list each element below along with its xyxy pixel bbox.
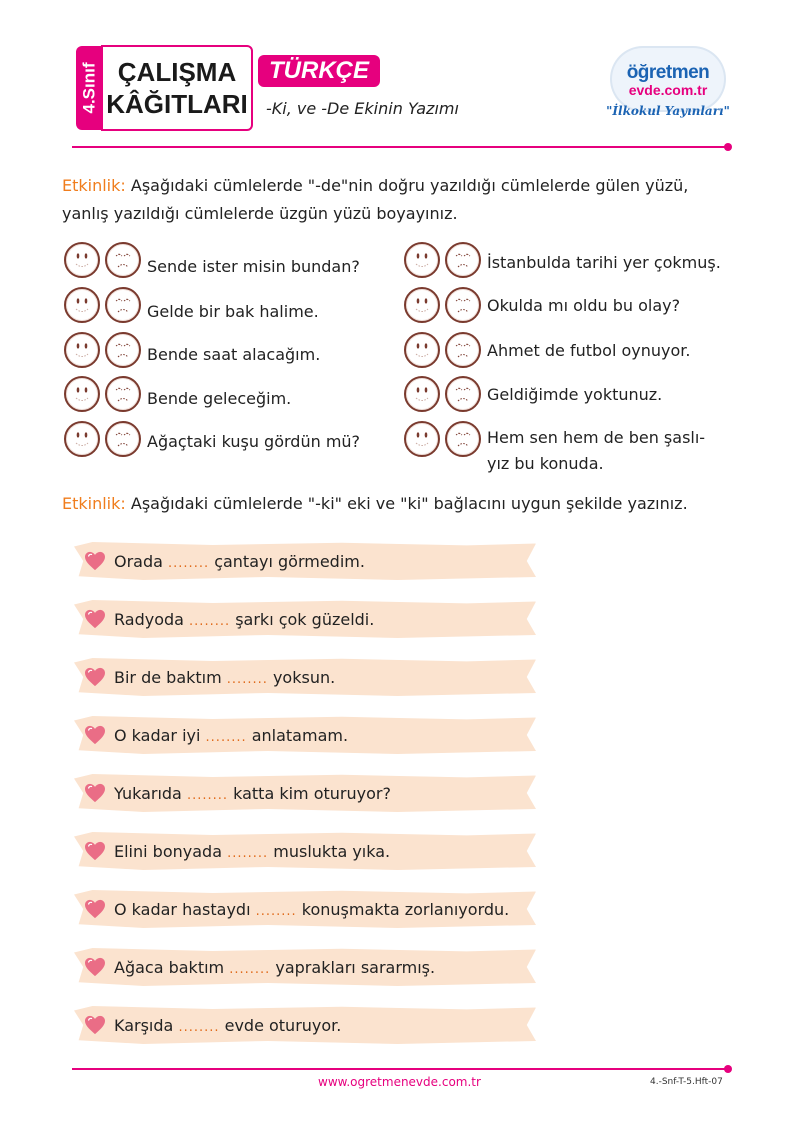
activity1-instruction	[62, 172, 688, 228]
sentence-before: Karşıda	[114, 1015, 174, 1035]
smiley-item	[404, 287, 680, 323]
answer-blank[interactable]: ........	[186, 787, 229, 803]
smiley-item	[64, 421, 360, 457]
sentence-before: Radyoda	[114, 609, 184, 629]
heart-icon	[84, 783, 106, 803]
activity2-instruction	[62, 490, 688, 518]
activity2-text: Aşağıdaki cümlelerde "-ki" eki ve "ki" bağlacını uygun şekilde yazınız.	[125, 494, 688, 513]
answer-blank[interactable]: ........	[178, 1019, 220, 1035]
fill-in-sentence	[114, 900, 509, 919]
sentence-after: evde oturuyor.	[224, 1015, 342, 1035]
happy-face-icon[interactable]	[404, 376, 440, 412]
sad-face-icon[interactable]	[445, 421, 481, 457]
sentence: Ağaçtaki kuşu gördün mü?	[147, 432, 361, 451]
logo-brand: öğretmen	[626, 62, 710, 83]
sentence-part-2: yız bu konuda.	[487, 454, 604, 473]
sentence-before: O kadar hastaydı	[114, 899, 251, 919]
answer-blank[interactable]: ........	[226, 671, 268, 687]
activity1-line1: Aşağıdaki cümlelerde "-de"nin doğru yazıldığı cümlelerde gülen yüzü,	[125, 176, 689, 195]
logo-brand-domain: evde.com.tr	[628, 82, 708, 98]
sentence: Gelde bir bak halime.	[147, 302, 319, 321]
footer-code: 4.-Snf-T-5.Hft-07	[650, 1077, 723, 1087]
heart-icon	[84, 899, 106, 919]
fill-in-sentence	[114, 784, 391, 803]
sad-face-icon[interactable]	[445, 376, 481, 412]
sad-face-icon[interactable]	[105, 421, 141, 457]
sentence-after: yoksun.	[272, 667, 336, 687]
smiley-item	[404, 421, 705, 477]
heart-icon	[84, 551, 106, 571]
sentence-before: Ağaca baktım	[114, 957, 225, 977]
sentence-after: anlatamam.	[251, 725, 349, 745]
sentence-after: yaprakları sararmış.	[275, 957, 436, 977]
sentence-after: katta kim oturuyor?	[233, 783, 391, 803]
happy-face-icon[interactable]	[404, 287, 440, 323]
answer-blank[interactable]: ........	[229, 961, 271, 977]
fill-in-item	[84, 896, 509, 922]
smiley-item	[64, 242, 360, 280]
smiley-item	[404, 376, 662, 412]
logo-tagline: "İlkokul Yayınları"	[606, 104, 730, 118]
happy-face-icon[interactable]	[404, 421, 440, 457]
sentence-before: O kadar iyi	[114, 725, 201, 745]
sentence-after: şarkı çok güzeldi.	[235, 609, 375, 629]
fill-in-item	[84, 722, 348, 748]
fill-in-item	[84, 780, 391, 806]
sentence-before: Bir de baktım	[114, 667, 222, 687]
grade-tab	[76, 46, 102, 130]
fill-in-sentence	[114, 668, 335, 687]
smiley-item	[64, 376, 291, 412]
heart-icon	[84, 725, 106, 745]
sentence: Okulda mı oldu bu olay?	[487, 296, 681, 315]
sad-face-icon[interactable]	[105, 332, 141, 368]
sentence-part-1: Hem sen hem de ben şaslı-	[487, 428, 706, 447]
fill-in-sentence	[114, 842, 390, 861]
fill-in-sentence	[114, 1016, 341, 1035]
publisher-logo	[604, 40, 732, 130]
sad-face-icon[interactable]	[445, 332, 481, 368]
sentence: Geldiğimde yoktunuz.	[487, 385, 663, 404]
happy-face-icon[interactable]	[404, 332, 440, 368]
heart-icon	[84, 1015, 106, 1035]
fill-in-item	[84, 954, 435, 980]
answer-blank[interactable]: ........	[227, 845, 269, 861]
heart-icon	[84, 841, 106, 861]
heart-icon	[84, 667, 106, 687]
sad-face-icon[interactable]	[445, 242, 481, 278]
sentence-before: Elini bonyada	[114, 841, 222, 861]
worksheet-title	[101, 45, 253, 131]
fill-in-item	[84, 1012, 341, 1038]
fill-in-item	[84, 548, 365, 574]
subject-badge: TÜRKÇE	[258, 55, 380, 87]
sad-face-icon[interactable]	[105, 242, 141, 278]
sad-face-icon[interactable]	[105, 376, 141, 412]
happy-face-icon[interactable]	[64, 421, 100, 457]
answer-blank[interactable]: ........	[255, 903, 297, 919]
happy-face-icon[interactable]	[64, 332, 100, 368]
header-divider	[72, 146, 728, 148]
happy-face-icon[interactable]	[64, 242, 100, 278]
sentence: Sende ister misin bundan?	[147, 257, 360, 276]
sentence-after: konuşmakta zorlanıyordu.	[301, 899, 510, 919]
answer-blank[interactable]: ........	[189, 613, 231, 629]
sentence-after: çantayı görmedim.	[214, 551, 365, 571]
activity1-label: Etkinlik:	[62, 176, 126, 195]
smiley-item	[64, 287, 319, 325]
grade-label: 4.Sınıf	[79, 62, 99, 114]
sentence	[487, 425, 705, 477]
sad-face-icon[interactable]	[105, 287, 141, 323]
sentence-before: Yukarıda	[114, 783, 182, 803]
sentence: İstanbulda tarihi yer çokmuş.	[487, 253, 721, 272]
fill-in-item	[84, 838, 390, 864]
sad-face-icon[interactable]	[445, 287, 481, 323]
activity2-label: Etkinlik:	[62, 494, 126, 513]
smiley-item	[64, 332, 320, 368]
sentence-before: Orada	[114, 551, 163, 571]
smiley-item	[404, 332, 690, 368]
fill-in-sentence	[114, 610, 374, 629]
fill-in-sentence	[114, 958, 435, 977]
happy-face-icon[interactable]	[404, 242, 440, 278]
sentence: Bende geleceğim.	[147, 389, 292, 408]
happy-face-icon[interactable]	[64, 376, 100, 412]
footer-divider	[72, 1068, 728, 1070]
topic-subtitle: -Ki, ve -De Ekinin Yazımı	[266, 99, 459, 118]
sentence: Ahmet de futbol oynuyor.	[487, 341, 691, 360]
happy-face-icon[interactable]	[64, 287, 100, 323]
fill-in-sentence	[114, 726, 348, 745]
activity1-line2: yanlış yazıldığı cümlelerde üzgün yüzü boyayınız.	[62, 204, 458, 223]
sentence: Bende saat alacağım.	[147, 345, 321, 364]
fill-in-item	[84, 606, 374, 632]
answer-blank[interactable]: ........	[168, 555, 210, 571]
title-line-1: ÇALIŞMA	[117, 57, 237, 87]
footer-website[interactable]: www.ogretmenevde.com.tr	[318, 1075, 481, 1089]
heart-icon	[84, 957, 106, 977]
fill-in-item	[84, 664, 335, 690]
title-line-2: KÂĞITLARI	[106, 89, 248, 119]
smiley-item	[404, 242, 721, 278]
answer-blank[interactable]: ........	[205, 729, 247, 745]
heart-icon	[84, 609, 106, 629]
sentence-after: muslukta yıka.	[273, 841, 391, 861]
fill-in-sentence	[114, 552, 365, 571]
